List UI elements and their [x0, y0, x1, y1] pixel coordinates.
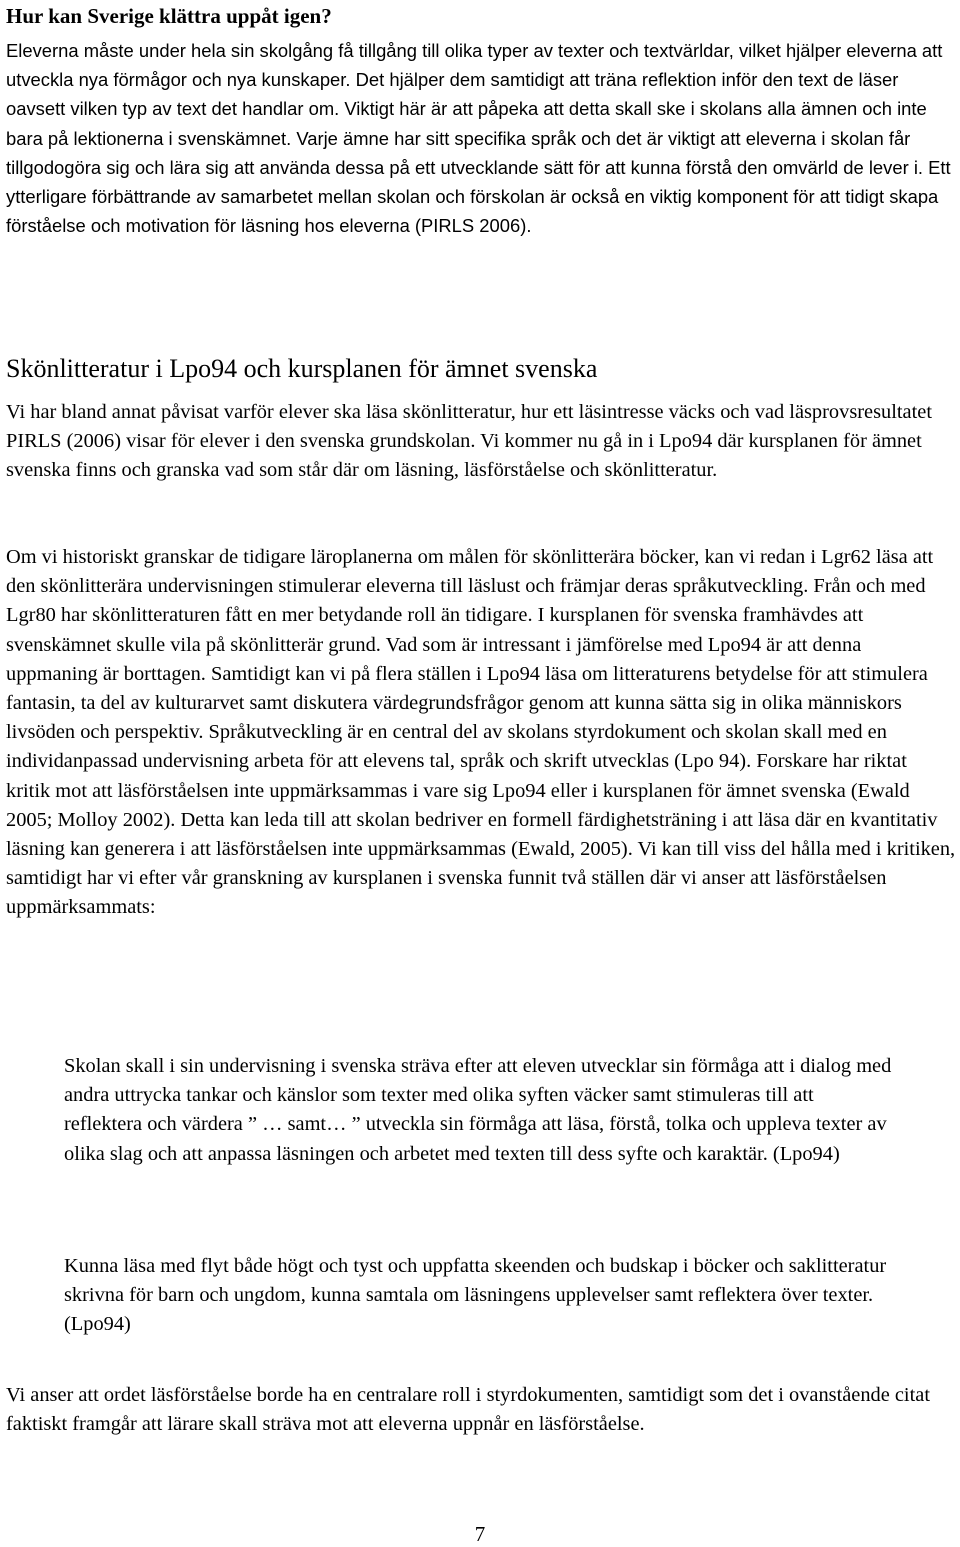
block-quote-1: Skolan skall i sin undervisning i svenska sträva efter att eleven utvecklar sin förmåga att i dialog med andra uttrycka tankar och känslor som texter med olika syften väcker samt stimuleras till att reflektera och värdera ” … samt… ” utveckla sin förmåga att läsa, förstå, tolka och uppleva texter av olika slag och att anpassa läsningen och arbetet med texten till dess syfte och karaktär. (Lpo94): [64, 1055, 892, 1165]
body-paragraph-3: Vi anser att ordet läsförståelse borde ha en centralare roll i styrdokumenten, samtidigt som det i ovanstående citat faktiskt framgår att lärare skall sträva mot att eleverna uppnår en läsförståelse.: [6, 1384, 930, 1436]
block-quote-2: Kunna läsa med flyt både högt och tyst och uppfatta skeenden och budskap i böcker och saklitteratur skrivna för barn och ungdom, kunna samtala om läsningens upplevelser samt reflektera över texter. (Lpo94): [64, 1255, 887, 1336]
body-paragraph-2: Om vi historiskt granskar de tidigare läroplanerna om målen för skönlitterära böcker, kan vi redan i Lgr62 läsa att den skönlitterära undervisningen stimulerar eleverna till läslust och främjar deras språkutveckling. Från och med Lgr80 har skönlitteraturen fått en mer betydande roll än tidigare. I kursplanen för svenska framhävdes att svenskämnet skulle vila på skönlitterär grund. Vad som är intressant i jämförelse med Lpo94 är att denna uppmaning är borttagen. Samtidigt kan vi på flera ställen i Lpo94 läsa om litteraturens betydelse för att stimulera fantasin, ta del av kulturarvet samt diskutera värdegrundsfrågor genom att kunna sätta sig in olika människors livsöden och perspektiv. Språkutveckling är en central del av skolans styrdokument och skolan skall med en individanpassad undervisning arbeta för att elevens tal, språk och skrift utvecklas (Lpo 94). Forskare har riktat kritik mot att läsförståelsen inte uppmärksammas i vare sig Lpo94 eller i kursplanen för ämnet svenska (Ewald 2005; Molloy 2002). Detta kan leda till att skolan bedriver en formell färdighetsträning i att läsa där en kvantitativ läsning kan generera i att läsförståelsen inte uppmärksammas (Ewald, 2005). Vi kan till viss del hålla med i kritiken, samtidigt har vi efter vår granskning av kursplanen i svenska funnit två ställen där vi anser att läsförståelsen uppmärksammats:: [6, 546, 956, 919]
page-heading: Hur kan Sverige klättra uppåt igen?: [6, 4, 332, 28]
body-paragraph-1: Vi har bland annat påvisat varför elever ska läsa skönlitteratur, hur ett läsintresse väcks och vad läsprovsresultatet PIRLS (2006) visar för elever i den svenska grundskolan. Vi kommer nu gå in i Lpo94 där kursplanen för ämnet svenska finns och granska vad som står där om läsning, läsförståelse och skönlitteratur.: [6, 401, 932, 482]
intro-paragraph: Eleverna måste under hela sin skolgång få tillgång till olika typer av texter och textvärldar, vilket hjälper eleverna att utveckla nya förmågor och nya kunskaper. Det hjälper dem samtidigt att träna reflektion inför den text de läser oavsett vilken typ av text det handlar om. Viktigt här är att påpeka att detta skall ske i skolans alla ämnen och inte bara på lektionerna i svenskämnet. Varje ämne har sitt specifika språk och det är viktigt att eleverna i skolan får tillgodogöra sig och lära sig att använda dessa på ett utvecklande sätt för att kunna förstå den omvärld de lever i. Ett ytterligare förbättrande av samarbetet mellan skolan och förskolan är också en viktig komponent för att tidigt skapa förståelse och motivation för läsning hos eleverna (PIRLS 2006).: [6, 40, 951, 237]
section-heading: Skönlitteratur i Lpo94 och kursplanen för ämnet svenska: [6, 354, 598, 383]
page-number: 7: [474, 1522, 486, 1546]
